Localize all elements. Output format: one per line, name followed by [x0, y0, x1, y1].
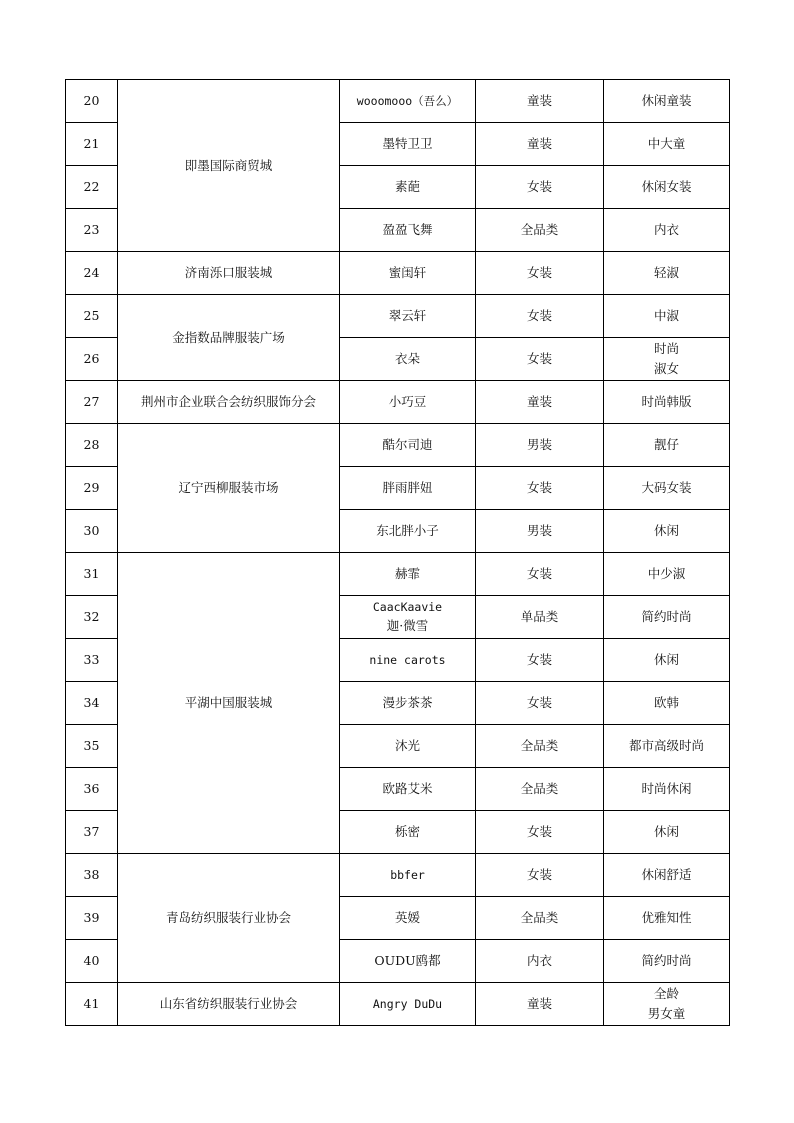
brand-name: 东北胖小子	[340, 510, 476, 553]
style: 时尚休闲	[604, 768, 730, 811]
row-number: 34	[66, 682, 118, 725]
row-number: 35	[66, 725, 118, 768]
style: 大码女装	[604, 467, 730, 510]
style-line: 淑女	[653, 361, 679, 376]
style: 靓仔	[604, 424, 730, 467]
brand-name: 栎密	[340, 811, 476, 854]
brand-name: Angry DuDu	[340, 983, 476, 1026]
brand-name: 沐光	[340, 725, 476, 768]
category: 女装	[476, 467, 604, 510]
category: 内衣	[476, 940, 604, 983]
market-name: 青岛纺织服装行业协会	[118, 854, 340, 983]
brand-name: 胖雨胖妞	[340, 467, 476, 510]
category: 女装	[476, 811, 604, 854]
category: 女装	[476, 338, 604, 381]
row-number: 27	[66, 381, 118, 424]
market-name: 山东省纺织服装行业协会	[118, 983, 340, 1026]
style: 休闲	[604, 811, 730, 854]
brand-line: 迦·微雪	[386, 618, 429, 634]
style: 中淑	[604, 295, 730, 338]
style: 简约时尚	[604, 596, 730, 639]
category: 女装	[476, 854, 604, 897]
category: 单品类	[476, 596, 604, 639]
style	[604, 338, 730, 381]
row-number: 32	[66, 596, 118, 639]
style	[604, 983, 730, 1026]
row-number: 39	[66, 897, 118, 940]
table-row	[66, 252, 730, 295]
category: 全品类	[476, 768, 604, 811]
brand-name: 盈盈飞舞	[340, 209, 476, 252]
category: 童装	[476, 381, 604, 424]
style: 欧韩	[604, 682, 730, 725]
style-line: 男女童	[647, 1006, 686, 1021]
brand-name: 漫步茶茶	[340, 682, 476, 725]
category: 全品类	[476, 897, 604, 940]
style: 休闲童装	[604, 80, 730, 123]
brand-name: 欧路艾米	[340, 768, 476, 811]
row-number: 37	[66, 811, 118, 854]
category: 女装	[476, 682, 604, 725]
category: 全品类	[476, 725, 604, 768]
style: 优雅知性	[604, 897, 730, 940]
category: 女装	[476, 295, 604, 338]
brand-line: CaacKaavie	[372, 599, 443, 614]
style-line: 时尚	[653, 341, 679, 356]
row-number: 40	[66, 940, 118, 983]
row-number: 25	[66, 295, 118, 338]
brand-name: 英媛	[340, 897, 476, 940]
row-number: 20	[66, 80, 118, 123]
row-number: 22	[66, 166, 118, 209]
brand-name: wooomooo（吾么）	[340, 80, 476, 123]
brand-name: 蜜闺轩	[340, 252, 476, 295]
brand-name: 小巧豆	[340, 381, 476, 424]
category: 童装	[476, 123, 604, 166]
row-number: 26	[66, 338, 118, 381]
market-name: 金指数品牌服装广场	[118, 295, 340, 381]
market-name: 辽宁西柳服装市场	[118, 424, 340, 553]
style: 休闲	[604, 510, 730, 553]
brand-name: OUDU鸥都	[340, 940, 476, 983]
row-number: 33	[66, 639, 118, 682]
row-number: 38	[66, 854, 118, 897]
category: 女装	[476, 639, 604, 682]
row-number: 30	[66, 510, 118, 553]
row-number: 21	[66, 123, 118, 166]
table-row	[66, 381, 730, 424]
market-name: 荆州市企业联合会纺织服饰分会	[118, 381, 340, 424]
category: 女装	[476, 252, 604, 295]
row-number: 41	[66, 983, 118, 1026]
brand-name	[340, 596, 476, 639]
category: 全品类	[476, 209, 604, 252]
style: 轻淑	[604, 252, 730, 295]
style: 休闲舒适	[604, 854, 730, 897]
brand-name: 墨特卫卫	[340, 123, 476, 166]
style-line: 全龄	[653, 986, 679, 1001]
row-number: 31	[66, 553, 118, 596]
style: 时尚韩版	[604, 381, 730, 424]
brand-name: 素葩	[340, 166, 476, 209]
brand-name: 衣朵	[340, 338, 476, 381]
table-row	[66, 80, 730, 123]
style: 简约时尚	[604, 940, 730, 983]
table-row	[66, 854, 730, 897]
category: 女装	[476, 553, 604, 596]
style: 内衣	[604, 209, 730, 252]
table-row	[66, 983, 730, 1026]
style: 休闲女装	[604, 166, 730, 209]
market-name: 平湖中国服装城	[118, 553, 340, 854]
row-number: 36	[66, 768, 118, 811]
style: 休闲	[604, 639, 730, 682]
table-row	[66, 424, 730, 467]
row-number: 24	[66, 252, 118, 295]
market-name: 济南泺口服装城	[118, 252, 340, 295]
category: 男装	[476, 424, 604, 467]
style: 中大童	[604, 123, 730, 166]
brand-name: 赫霏	[340, 553, 476, 596]
row-number: 23	[66, 209, 118, 252]
brand-name: bbfer	[340, 854, 476, 897]
brand-name: 酷尔司迪	[340, 424, 476, 467]
brand-name: 翠云轩	[340, 295, 476, 338]
row-number: 28	[66, 424, 118, 467]
table-row	[66, 553, 730, 596]
category: 童装	[476, 983, 604, 1026]
category: 男装	[476, 510, 604, 553]
category: 女装	[476, 166, 604, 209]
style: 都市高级时尚	[604, 725, 730, 768]
row-number: 29	[66, 467, 118, 510]
market-name: 即墨国际商贸城	[118, 80, 340, 252]
brand-table	[65, 79, 730, 1026]
table-row	[66, 295, 730, 338]
brand-name: nine carots	[340, 639, 476, 682]
style: 中少淑	[604, 553, 730, 596]
category: 童装	[476, 80, 604, 123]
